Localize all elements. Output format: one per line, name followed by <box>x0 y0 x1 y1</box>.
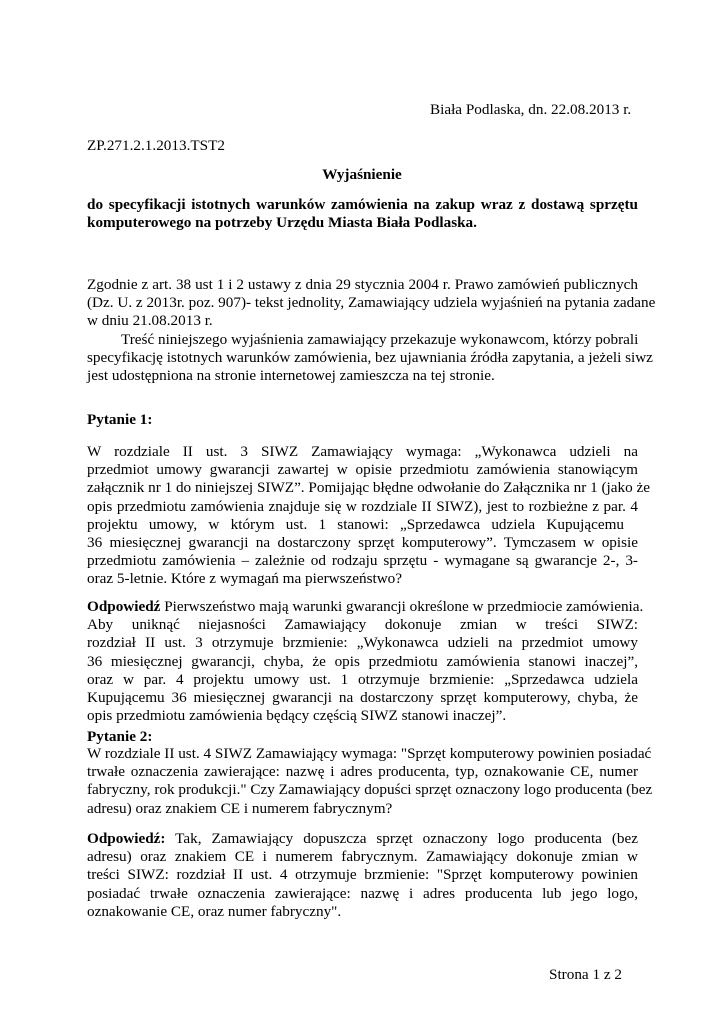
question-1-text <box>87 443 650 589</box>
question-1-line: przedmiot umowy gwarancji zawartej w opisie przedmiotu zamówienia stanowiącym <box>87 461 638 479</box>
answer-1-first-text: Pierwszeństwo mają warunki gwarancji określone w przedmiocie zamówienia. <box>160 598 644 615</box>
question-1-line: przedmiotu zamówienia – zależnie od rodzaju sprzętu - wymagane są gwarancje 2-, 3- <box>87 552 638 570</box>
answer-1-line: opis przedmiotu zamówienia będący częścią SIWZ stanowi inaczej”. <box>87 707 507 725</box>
answer-2-line: treści SIWZ: rozdział II ust. 4 otrzymuje brzmienie: "Sprzęt komputerowy powinien <box>87 866 638 884</box>
question-2-text <box>87 745 653 818</box>
intro-line: Zgodnie z art. 38 ust 1 i 2 ustawy z dnia 29 stycznia 2004 r. Prawo zamówień publicznych <box>87 276 638 293</box>
intro-line: Treść niniejszego wyjaśnienia zamawiający przekazuje wykonawcom, którzy pobrali <box>121 330 639 348</box>
question-2-heading: Pytanie 2: <box>87 728 153 745</box>
answer-1-line: oraz w par. 4 projektu umowy ust. 1 otrzymuje brzmienie: „Sprzedawca udziela <box>87 670 638 688</box>
question-1-line: projektu umowy, w którym ust. 1 stanowi: „Sprzedawca udziela Kupującemu <box>87 515 624 533</box>
answer-2-line: oznakowanie CE, oraz numer fabryczny". <box>87 902 342 920</box>
answer-2-first-text: Tak, Zamawiający dopuszcza sprzęt oznaczony logo producenta (bez <box>165 830 638 847</box>
intro-line: w dniu 21.08.2013 r. <box>87 312 213 330</box>
document-title: Wyjaśnienie <box>322 166 402 183</box>
answer-2-first-line <box>87 830 638 848</box>
answer-2-line: posiadać trwałe oznaczenia zawierające: nazwę i adres producenta lub jego logo, <box>87 884 638 902</box>
question-2-line: W rozdziale II ust. 4 SIWZ Zamawiający wymaga: "Sprzęt komputerowy powinien posiadać <box>87 745 652 762</box>
answer-1-first-line <box>87 598 644 616</box>
question-1-line: W rozdziale II ust. 3 SIWZ Zamawiający wymaga: „Wykonawca udzieli na <box>87 443 638 460</box>
question-2-line: adresu) oraz znakiem CE i numerem fabrycznym? <box>87 799 393 817</box>
answer-1-line: Kupującemu 36 miesięcznej gwarancji na dostarczony sprzęt komputerowy, chyba, że <box>87 688 638 706</box>
intro-paragraph <box>87 276 656 385</box>
question-1-line: załącznik nr 1 do niniejszej SIWZ”. Pomijając błędne odwołanie do Załącznika nr 1 (jako że <box>87 479 650 497</box>
reference-number: ZP.271.2.1.2013.TST2 <box>87 137 225 154</box>
document-subtitle <box>87 196 638 232</box>
question-2-line: trwałe oznaczenia zawierające: nazwę i adres producenta, typ, oznakowanie CE, numer <box>87 763 638 781</box>
question-1-line: 36 miesięcznej gwarancji na dostarczony sprzęt komputerowy”. Tymczasem w opisie <box>87 533 638 551</box>
place-date: Biała Podlaska, dn. 22.08.2013 r. <box>430 101 632 118</box>
subtitle-line: komputerowego na potrzeby Urzędu Miasta Biała Podlaska. <box>87 214 477 232</box>
subtitle-line: do specyfikacji istotnych warunków zamówienia na zakup wraz z dostawą sprzętu <box>87 196 638 213</box>
page-number: Strona 1 z 2 <box>549 966 622 983</box>
intro-line: specyfikację istotnych warunków zamówienia, bez ujawniania źródła zapytania, a jeżeli siwz <box>87 348 653 366</box>
answer-1-line: 36 miesięcznej gwarancji, chyba, że opis przedmiotu zamówienia stanowi inaczej”, <box>87 652 638 670</box>
answer-1 <box>87 598 644 725</box>
question-1-line: opis przedmiotu zamówienia znajduje się w rozdziale II SIWZ), jest to rozbieżne z par. 4 <box>87 497 638 515</box>
intro-line: (Dz. U. z 2013r. poz. 907)- tekst jednolity, Zamawiający udziela wyjaśnień na pytania zadane <box>87 294 656 312</box>
answer-2-line: adresu) oraz znakiem CE i numerem fabrycznym. Zamawiający dokonuje zmian w <box>87 848 638 866</box>
question-2-line: fabryczny, rok produkcji." Czy Zamawiający dopuści sprzęt oznaczony logo producenta (bez <box>87 781 653 799</box>
answer-1-label: Odpowiedź <box>87 598 161 615</box>
answer-1-line: rozdział II ust. 3 otrzymuje brzmienie: „Wykonawca udzieli na przedmiot umowy <box>87 634 638 652</box>
answer-1-line: Aby uniknąć niejasności Zamawiający dokonuje zmian w treści SIWZ: <box>87 616 638 634</box>
answer-2 <box>87 830 638 921</box>
answer-2-label: Odpowiedź: <box>87 830 166 847</box>
question-1-line: oraz 5-letnie. Które z wymagań ma pierwszeństwo? <box>87 570 403 588</box>
question-1-heading: Pytanie 1: <box>87 411 153 428</box>
intro-line: jest udostępniona na stronie internetowej zamieszcza na tej stronie. <box>87 366 495 384</box>
